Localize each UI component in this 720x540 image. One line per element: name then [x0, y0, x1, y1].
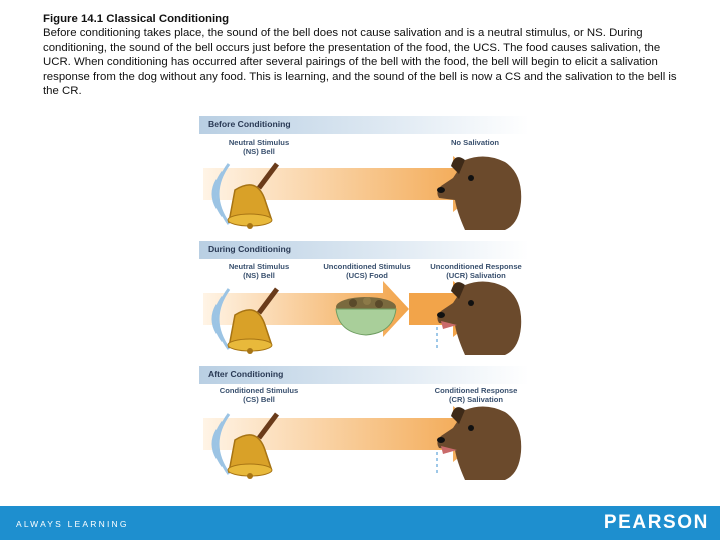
panel-before-conditioning	[199, 116, 529, 238]
ns-bell-label: Neutral Stimulus (NS) Bell	[228, 138, 290, 157]
bell-icon	[221, 285, 285, 355]
cs-bell-label: Conditioned Stimulus (CS) Bell	[219, 386, 299, 405]
footer-bar	[0, 506, 720, 540]
dog-icon	[435, 277, 525, 357]
panel-header-band	[199, 116, 529, 134]
panel-header: During Conditioning	[208, 244, 292, 254]
ns-bell-label: Neutral Stimulus (NS) Bell	[228, 262, 290, 281]
food-bowl-icon	[333, 293, 399, 337]
panel-header-band	[199, 241, 529, 259]
dog-icon	[435, 152, 525, 232]
ucs-food-label: Unconditioned Stimulus (UCS) Food	[323, 262, 411, 281]
panel-after-conditioning	[199, 366, 529, 488]
classical-conditioning-figure	[199, 116, 529, 488]
footer-tagline: ALWAYS LEARNING	[16, 519, 129, 529]
panel-header-band	[199, 366, 529, 384]
caption-body: Before conditioning takes place, the sound of the bell does not cause salivation and is a neutral stimulus, or NS. During conditioning, the sound of the bell occurs just before the presentation of the food, the UCS. The food causes salivation, the UCR. When conditioning has occurred after several pairings of the bell with the food, the bell will begin to elicit a salivation response from the dog without any food. This is learning, and the sound of the bell is now a CS and the salivation to the bell is the CR.	[43, 27, 677, 98]
no-salivation-label: No Salivation	[450, 138, 500, 147]
dog-icon	[435, 402, 525, 482]
bell-icon	[221, 410, 285, 480]
panel-header: After Conditioning	[208, 369, 284, 379]
bell-icon	[221, 160, 285, 230]
panel-during-conditioning	[199, 241, 529, 363]
ucr-salivation-label: Unconditioned Response (UCR) Salivation	[430, 262, 522, 281]
figure-caption	[43, 12, 683, 98]
pearson-logo: PEARSON	[603, 512, 709, 533]
caption-title: Figure 14.1 Classical Conditioning	[43, 13, 230, 25]
panel-header: Before Conditioning	[208, 119, 291, 129]
cr-salivation-label: Conditioned Response (CR) Salivation	[434, 386, 518, 405]
